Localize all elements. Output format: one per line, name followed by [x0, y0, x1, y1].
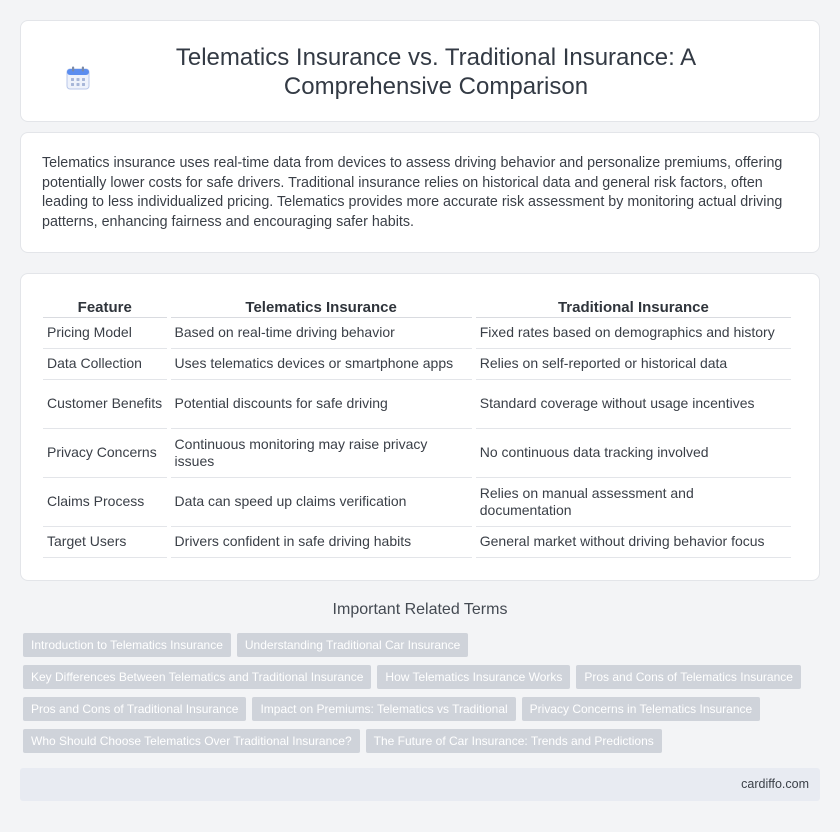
table-row	[43, 527, 791, 558]
tag-row	[23, 697, 823, 721]
table-row	[43, 429, 791, 478]
table-row	[43, 349, 791, 380]
feature-cell: Privacy Concerns	[43, 429, 167, 478]
telematics-cell: Potential discounts for safe driving	[171, 380, 472, 429]
intro-paragraph: Telematics insurance uses real-time data from devices to assess driving behavior and personalize premiums, offering potentially lower costs for safe drivers. Traditional insurance relies on historical data and general risk factors, often leading to less individualized pricing. Telematics provides more accurate risk assessment by monitoring actual driving patterns, enhancing fairness and encouraging safer habits.	[42, 155, 783, 230]
tag-row	[23, 665, 823, 689]
table-row	[43, 380, 791, 429]
footer-site-name[interactable]: cardiffo.com	[741, 777, 809, 791]
tag-row	[23, 633, 823, 657]
comparison-table-card	[20, 273, 820, 581]
feature-cell: Pricing Model	[43, 318, 167, 349]
tag-row	[23, 729, 823, 753]
related-term-tag[interactable]: Who Should Choose Telematics Over Traditional Insurance?	[23, 729, 360, 753]
related-term-tag[interactable]: Introduction to Telematics Insurance	[23, 633, 231, 657]
telematics-cell: Based on real-time driving behavior	[171, 318, 472, 349]
telematics-cell: Uses telematics devices or smartphone apps	[171, 349, 472, 380]
related-terms-tags	[23, 633, 823, 761]
telematics-cell: Continuous monitoring may raise privacy issues	[171, 429, 472, 478]
related-term-tag[interactable]: Understanding Traditional Car Insurance	[237, 633, 468, 657]
column-header-traditional: Traditional Insurance	[476, 296, 791, 318]
comparison-table	[39, 296, 795, 558]
related-terms-title: Important Related Terms	[332, 601, 508, 618]
column-header-feature: Feature	[43, 296, 167, 318]
traditional-cell: Fixed rates based on demographics and history	[476, 318, 791, 349]
feature-cell: Data Collection	[43, 349, 167, 380]
related-term-tag[interactable]: Key Differences Between Telematics and Traditional Insurance	[23, 665, 371, 689]
feature-cell: Target Users	[43, 527, 167, 558]
table-row	[43, 318, 791, 349]
feature-cell: Claims Process	[43, 478, 167, 527]
related-term-tag[interactable]: Pros and Cons of Traditional Insurance	[23, 697, 246, 721]
telematics-cell: Drivers confident in safe driving habits	[171, 527, 472, 558]
calendar-icon	[65, 65, 91, 91]
related-term-tag[interactable]: Impact on Premiums: Telematics vs Traditional	[252, 697, 515, 721]
intro-card	[20, 132, 820, 253]
title-card	[20, 20, 820, 122]
column-header-telematics: Telematics Insurance	[171, 296, 472, 318]
traditional-cell: Standard coverage without usage incentives	[476, 380, 791, 429]
page-title: Telematics Insurance vs. Traditional Insurance: A Comprehensive Comparison	[175, 44, 697, 100]
traditional-cell: No continuous data tracking involved	[476, 429, 791, 478]
table-row	[43, 478, 791, 527]
traditional-cell: Relies on manual assessment and documentation	[476, 478, 791, 527]
traditional-cell: General market without driving behavior focus	[476, 527, 791, 558]
footer	[20, 768, 820, 801]
feature-cell: Customer Benefits	[43, 380, 167, 429]
telematics-cell: Data can speed up claims verification	[171, 478, 472, 527]
table-header-row	[43, 296, 791, 318]
related-term-tag[interactable]: Privacy Concerns in Telematics Insurance	[522, 697, 761, 721]
related-term-tag[interactable]: The Future of Car Insurance: Trends and Predictions	[366, 729, 662, 753]
related-term-tag[interactable]: Pros and Cons of Telematics Insurance	[576, 665, 801, 689]
traditional-cell: Relies on self-reported or historical data	[476, 349, 791, 380]
related-term-tag[interactable]: How Telematics Insurance Works	[377, 665, 570, 689]
